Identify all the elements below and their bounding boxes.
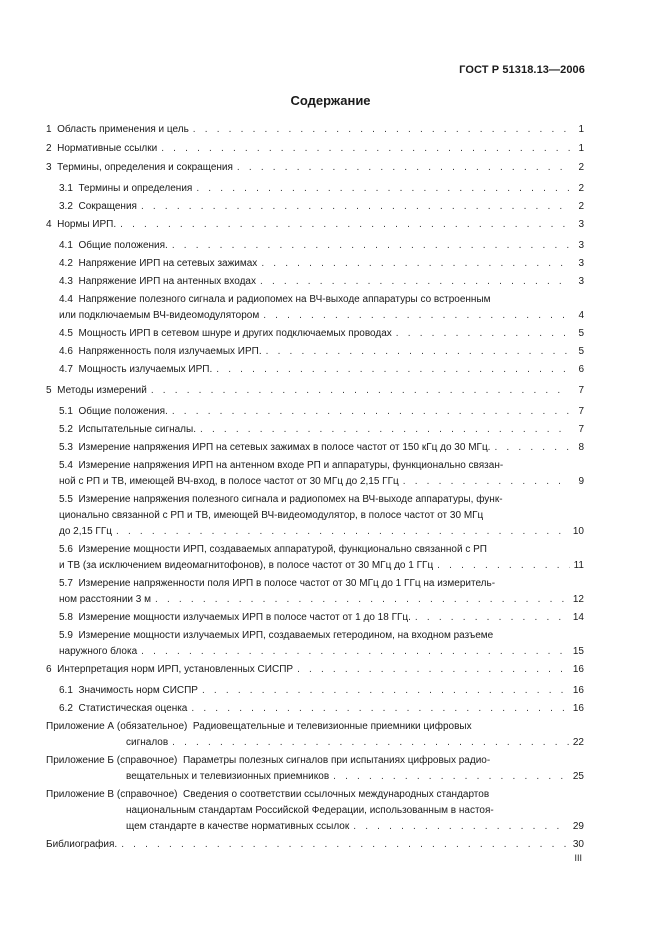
toc-entry-text: Напряжение ИРП на сетевых зажимах (78, 258, 258, 269)
toc-entry[interactable] (46, 122, 584, 138)
toc-entry-text: или подключаемым ВЧ-видеомодулятором (59, 310, 260, 321)
toc-appendix[interactable] (46, 719, 584, 751)
toc-entry-text: и ТВ (за исключением видеомагнитофонов), в полосе частот от 30 МГц до 1 ГГц (59, 560, 434, 571)
toc-entry-text: Общие положения. (78, 406, 168, 417)
toc-entry[interactable] (46, 404, 584, 420)
toc-entry-page: 3 (578, 276, 584, 287)
toc-entry-page: 7 (578, 385, 584, 396)
toc-entry-line (59, 181, 584, 197)
appendix-page: 29 (572, 821, 584, 832)
toc-entry-line (59, 199, 584, 215)
toc-appendix-line (46, 753, 584, 769)
toc-entry-line (59, 274, 584, 290)
toc-entry-page: 5 (578, 346, 584, 357)
toc-entry-text: Общие положения. (78, 240, 168, 251)
dot-leader (403, 474, 570, 490)
toc-entry-line (59, 492, 584, 508)
dot-leader (494, 440, 570, 456)
appendix-label: Приложение В (справочное) (46, 789, 178, 800)
dot-leader (333, 769, 569, 785)
toc-entry-page: 3 (578, 240, 584, 251)
toc-appendix[interactable] (46, 753, 584, 785)
table-of-contents (46, 122, 584, 855)
toc-entry-text: Мощность излучаемых ИРП. (78, 364, 213, 375)
dot-leader (263, 308, 570, 324)
toc-entry[interactable] (46, 422, 584, 438)
toc-entry-text: Измерение мощности излучаемых ИРП в полосе частот от 1 до 18 ГГц. (78, 612, 411, 623)
toc-entry-page: 14 (572, 612, 584, 623)
toc-entry-page: 7 (578, 424, 584, 435)
toc-entry-line (46, 662, 584, 678)
toc-entry-line (46, 217, 584, 233)
toc-entry-page: 1 (578, 143, 584, 154)
toc-entry-number: 6 (46, 664, 52, 675)
toc-entry-number: 5.1 (59, 406, 73, 417)
toc-entry[interactable] (46, 160, 584, 176)
toc-entry-line (59, 344, 584, 360)
toc-entry-page: 11 (573, 560, 584, 571)
toc-entry-page: 3 (578, 258, 584, 269)
toc-entry-text: Напряжение ИРП на антенных входах (78, 276, 256, 287)
toc-entry[interactable] (46, 576, 584, 608)
dot-leader (191, 701, 569, 717)
toc-entry[interactable] (46, 217, 584, 233)
page-number: III (574, 853, 582, 863)
toc-entry-line (46, 160, 584, 176)
standard-code: ГОСТ Р 51318.13—2006 (459, 64, 585, 76)
appendix-text: вещательных и телевизионных приемников (126, 771, 330, 782)
toc-entry-page: 4 (578, 310, 584, 321)
toc-appendix-line (46, 735, 584, 751)
appendix-label: Приложение Б (справочное) (46, 755, 178, 766)
dot-leader (141, 644, 569, 660)
toc-entry[interactable] (46, 292, 584, 324)
toc-entry[interactable] (46, 141, 584, 157)
dot-leader (155, 592, 569, 608)
toc-entry-line (59, 308, 584, 324)
toc-entry-number: 2 (46, 143, 52, 154)
toc-entry[interactable] (46, 181, 584, 197)
dot-leader (216, 362, 570, 378)
toc-appendix-line (46, 769, 584, 785)
toc-entry-number: 6.1 (59, 685, 73, 696)
toc-entry[interactable] (46, 383, 584, 399)
toc-entry-page: 12 (572, 594, 584, 605)
toc-entry-page: 2 (578, 162, 584, 173)
toc-entry-text: Область применения и цель (57, 124, 189, 135)
dot-leader (193, 122, 570, 138)
toc-entry-text: до 2,15 ГГц (59, 526, 112, 537)
appendix-page: 25 (572, 771, 584, 782)
toc-entry-text: Сокращения (78, 201, 137, 212)
appendix-text: национальным стандартам Российской Федерации, использованным в настоя- (126, 805, 494, 816)
appendix-text: Радиовещательные и телевизионные приемники цифровых (192, 721, 472, 732)
toc-entry-text: Нормативные ссылки (57, 143, 158, 154)
toc-entry-page: 1 (578, 124, 584, 135)
toc-entry-line (59, 440, 584, 456)
dot-leader (200, 422, 570, 438)
toc-entry-page: 6 (578, 364, 584, 375)
toc-entry-line (59, 508, 584, 524)
toc-entry-text: наружного блока (59, 646, 138, 657)
toc-entry-number: 5.9 (59, 630, 73, 641)
appendix-page: 22 (572, 737, 584, 748)
dot-leader (172, 404, 570, 420)
dot-leader (116, 524, 569, 540)
toc-entry-line (59, 422, 584, 438)
toc-entry-page: 7 (578, 406, 584, 417)
toc-appendix[interactable] (46, 787, 584, 835)
toc-entry-line (59, 542, 584, 558)
toc-entry-line (59, 558, 584, 574)
toc-entry-number: 5.2 (59, 424, 73, 435)
toc-entry[interactable] (46, 256, 584, 272)
toc-entry-line (59, 701, 584, 717)
toc-entry-page: 8 (578, 442, 584, 453)
toc-entry-number: 4.5 (59, 328, 73, 339)
dot-leader (261, 256, 570, 272)
toc-entry-page: 2 (578, 183, 584, 194)
toc-entry-page: 9 (578, 476, 584, 487)
toc-entry-line (59, 404, 584, 420)
toc-entry-number: 4.6 (59, 346, 73, 357)
toc-entry-number: 5.8 (59, 612, 73, 623)
dot-leader (297, 662, 569, 678)
toc-entry-number: 4.1 (59, 240, 73, 251)
dot-leader (202, 683, 569, 699)
toc-entry-number: 5.5 (59, 494, 73, 505)
toc-entry-number: 5.3 (59, 442, 73, 453)
dot-leader (353, 819, 569, 835)
toc-entry-line (59, 458, 584, 474)
toc-entry-line (59, 238, 584, 254)
toc-entry-text: ном расстоянии 3 м (59, 594, 151, 605)
toc-bibliography[interactable] (46, 837, 584, 853)
appendix-text: Параметры полезных сигналов при испытаниях цифровых радио- (182, 755, 491, 766)
toc-entry[interactable] (46, 326, 584, 342)
toc-entry-page: 16 (572, 685, 584, 696)
dot-leader (120, 217, 570, 233)
appendix-text: сигналов (126, 737, 169, 748)
toc-entry[interactable] (46, 362, 584, 378)
toc-entry-text: Испытательные сигналы. (78, 424, 196, 435)
toc-entry-line (59, 474, 584, 490)
toc-entry-number: 5.6 (59, 544, 73, 555)
toc-entry-number: 5.7 (59, 578, 73, 589)
toc-entry-text: Термины и определения (78, 183, 193, 194)
toc-entry-number: 1 (46, 124, 52, 135)
toc-entry-number: 3.2 (59, 201, 73, 212)
toc-entry[interactable] (46, 542, 584, 574)
dot-leader (266, 344, 570, 360)
toc-entry-text: Измерение напряжения полезного сигнала и радиопомех на ВЧ-выходе аппаратуры, функ- (78, 494, 503, 505)
toc-entry-page: 16 (572, 664, 584, 675)
toc-entry-line (59, 326, 584, 342)
toc-appendix-line (46, 819, 584, 835)
toc-entry-line (46, 141, 584, 157)
toc-entry-text: Измерение напряжения ИРП на антенном входе РП и аппаратуры, функционально связан- (78, 460, 504, 471)
toc-entry-line (59, 524, 584, 540)
toc-entry-number: 3 (46, 162, 52, 173)
toc-entry-text: Измерение напряженности поля ИРП в полосе частот от 30 МГц до 1 ГГц на измеритель- (78, 578, 496, 589)
dot-leader (151, 383, 570, 399)
toc-entry-text: Значимость норм СИСПР (78, 685, 198, 696)
dot-leader (260, 274, 570, 290)
toc-entry-line (59, 628, 584, 644)
toc-entry-text: Интерпретация норм ИРП, установленных СИСПР (57, 664, 294, 675)
toc-entry-page: 2 (578, 201, 584, 212)
toc-entry-text: Термины, определения и сокращения (57, 162, 233, 173)
toc-entry-page: 3 (578, 219, 584, 230)
toc-entry[interactable] (46, 458, 584, 490)
toc-entry-number: 4.4 (59, 294, 73, 305)
toc-entry-text: Измерение мощности излучаемых ИРП, создаваемых гетеродином, на входном разъеме (78, 630, 494, 641)
dot-leader (141, 199, 570, 215)
toc-entry-text: ной с РП и ТВ, имеющей ВЧ-вход, в полосе частот от 30 МГц до 2,15 ГГц (59, 476, 399, 487)
toc-appendix-line (46, 803, 584, 819)
toc-entry-text: Мощность ИРП в сетевом шнуре и других подключаемых проводах (78, 328, 392, 339)
toc-entry[interactable] (46, 610, 584, 626)
dot-leader (172, 238, 570, 254)
dot-leader (237, 160, 570, 176)
toc-entry-number: 5 (46, 385, 52, 396)
toc-entry-text: Измерение напряжения ИРП на сетевых зажимах в полосе частот от 150 кГц до 30 МГц. (78, 442, 491, 453)
toc-entry[interactable] (46, 199, 584, 215)
toc-entry-text: Напряжение полезного сигнала и радиопомех на ВЧ-выходе аппаратуры со встроенным (78, 294, 491, 305)
toc-appendix-line (46, 719, 584, 735)
toc-entry-number: 4 (46, 219, 52, 230)
appendix-label: Приложение А (обязательное) (46, 721, 188, 732)
dot-leader (396, 326, 570, 342)
toc-title: Содержание (290, 93, 371, 108)
toc-entry-text: Измерение мощности ИРП, создаваемых аппаратурой, функционально связанной с РП (78, 544, 487, 555)
toc-entry-line (59, 683, 584, 699)
toc-entry-line (59, 292, 584, 308)
toc-entry-line (46, 122, 584, 138)
bibliography-line (46, 837, 584, 853)
dot-leader (172, 735, 569, 751)
toc-entry-line (59, 576, 584, 592)
dot-leader (161, 141, 570, 157)
toc-entry-text: Методы измерений (57, 385, 147, 396)
toc-entry-line (59, 610, 584, 626)
dot-leader (437, 558, 569, 574)
toc-entry-page: 16 (572, 703, 584, 714)
toc-entry-number: 4.7 (59, 364, 73, 375)
bibliography-page: 30 (572, 839, 584, 850)
toc-entry[interactable] (46, 701, 584, 717)
toc-entry[interactable] (46, 274, 584, 290)
toc-entry-text: Нормы ИРП. (57, 219, 117, 230)
toc-entry-number: 5.4 (59, 460, 73, 471)
toc-entry-page: 5 (578, 328, 584, 339)
dot-leader (121, 837, 569, 853)
toc-entry-number: 4.3 (59, 276, 73, 287)
toc-entry[interactable] (46, 238, 584, 254)
dot-leader (196, 181, 570, 197)
toc-entry-number: 6.2 (59, 703, 73, 714)
toc-entry-line (59, 644, 584, 660)
toc-entry-line (46, 383, 584, 399)
toc-entry[interactable] (46, 344, 584, 360)
toc-entry-line (59, 592, 584, 608)
toc-entry-text: Статистическая оценка (78, 703, 188, 714)
toc-entry[interactable] (46, 492, 584, 540)
appendix-text: щем стандарте в качестве нормативных ссылок (126, 821, 350, 832)
toc-entry[interactable] (46, 440, 584, 456)
toc-entry[interactable] (46, 662, 584, 678)
toc-entry-text: ционально связанной с РП и ТВ, имеющей ВЧ-видеомодулятор, в полосе частот от 30 МГц (59, 510, 484, 521)
toc-entry-page: 10 (572, 526, 584, 537)
appendix-text: Сведения о соответствии ссылочных международных стандартов (183, 789, 490, 800)
toc-entry-number: 3.1 (59, 183, 73, 194)
toc-entry[interactable] (46, 628, 584, 660)
toc-entry[interactable] (46, 683, 584, 699)
toc-entry-text: Напряженность поля излучаемых ИРП. (78, 346, 262, 357)
toc-entry-page: 15 (572, 646, 584, 657)
toc-entry-line (59, 362, 584, 378)
toc-appendix-line (46, 787, 584, 803)
bibliography-label: Библиография. (46, 839, 118, 850)
toc-entry-line (59, 256, 584, 272)
toc-entry-number: 4.2 (59, 258, 73, 269)
dot-leader (415, 610, 569, 626)
